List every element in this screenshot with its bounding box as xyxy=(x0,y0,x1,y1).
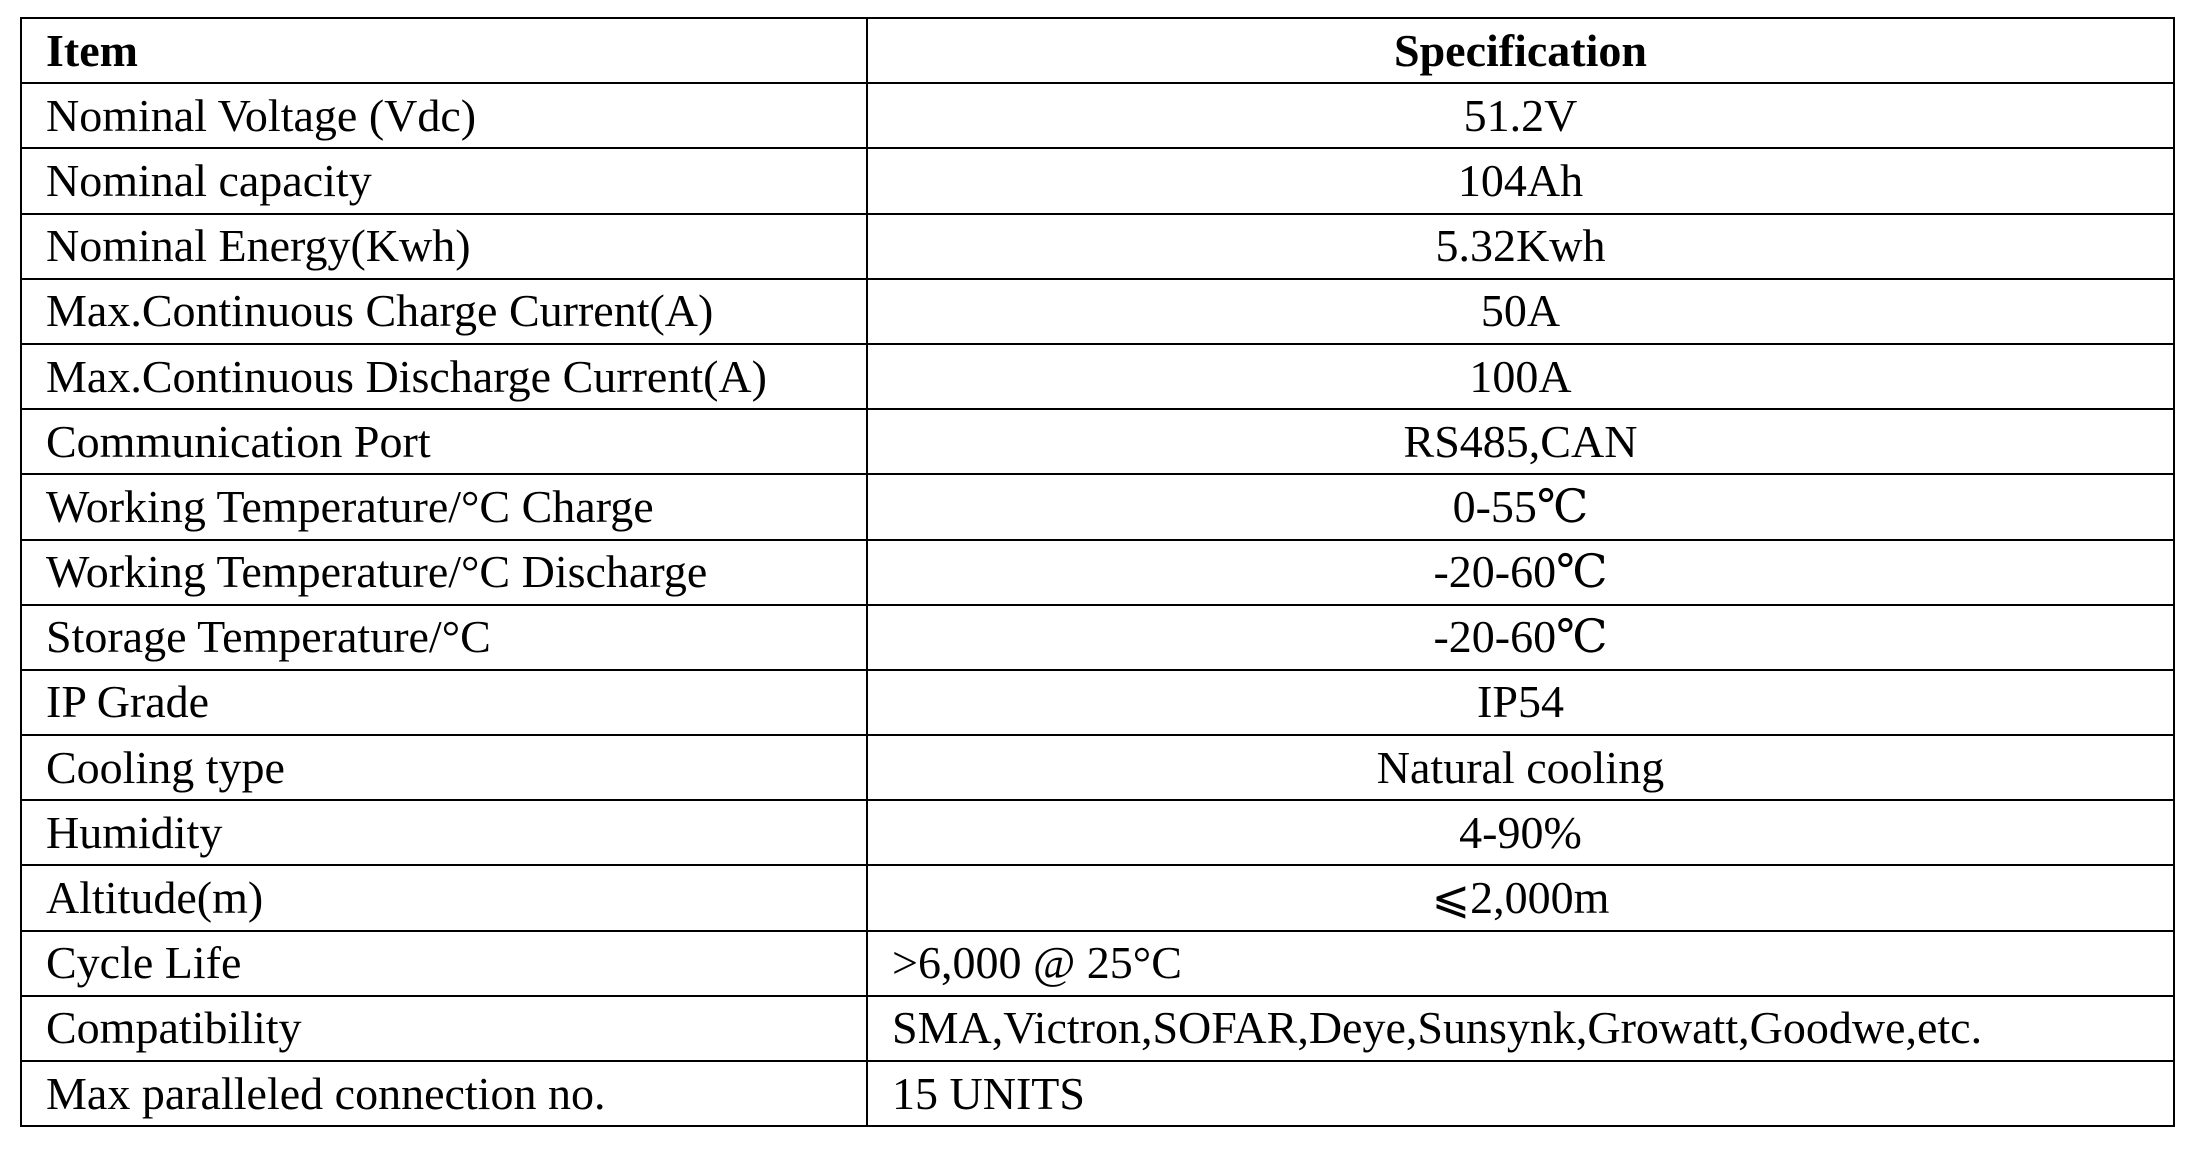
item-cell: Max.Continuous Discharge Current(A) xyxy=(21,344,867,409)
header-specification: Specification xyxy=(867,18,2174,83)
item-cell: Cooling type xyxy=(21,735,867,800)
specification-cell: 15 UNITS xyxy=(867,1061,2174,1126)
item-cell: Nominal Energy(Kwh) xyxy=(21,214,867,279)
table-body xyxy=(21,83,2174,1126)
table-row xyxy=(21,605,2174,670)
specification-cell: 50A xyxy=(867,279,2174,344)
specification-cell: 104Ah xyxy=(867,148,2174,213)
specification-cell: RS485,CAN xyxy=(867,409,2174,474)
table-row xyxy=(21,279,2174,344)
specification-cell: SMA,Victron,SOFAR,Deye,Sunsynk,Growatt,Goodwe,etc. xyxy=(867,996,2174,1061)
specification-cell: IP54 xyxy=(867,670,2174,735)
table-row xyxy=(21,214,2174,279)
item-cell: Compatibility xyxy=(21,996,867,1061)
table-row xyxy=(21,148,2174,213)
item-cell: Communication Port xyxy=(21,409,867,474)
item-cell: Max.Continuous Charge Current(A) xyxy=(21,279,867,344)
specification-cell: 5.32Kwh xyxy=(867,214,2174,279)
item-cell: IP Grade xyxy=(21,670,867,735)
table-row xyxy=(21,931,2174,996)
specification-cell: 0-55℃ xyxy=(867,474,2174,539)
specification-cell: 100A xyxy=(867,344,2174,409)
item-cell: Nominal Voltage (Vdc) xyxy=(21,83,867,148)
table-row xyxy=(21,474,2174,539)
specification-cell: Natural cooling xyxy=(867,735,2174,800)
table-row xyxy=(21,344,2174,409)
table-row xyxy=(21,735,2174,800)
table-row xyxy=(21,409,2174,474)
spec-table xyxy=(20,17,2175,1127)
specification-cell: 4-90% xyxy=(867,800,2174,865)
table-row xyxy=(21,800,2174,865)
table-row xyxy=(21,1061,2174,1126)
table-row xyxy=(21,83,2174,148)
item-cell: Max paralleled connection no. xyxy=(21,1061,867,1126)
specification-cell: -20-60℃ xyxy=(867,605,2174,670)
table-row xyxy=(21,670,2174,735)
table-row xyxy=(21,996,2174,1061)
item-cell: Working Temperature/°C Charge xyxy=(21,474,867,539)
item-cell: Altitude(m) xyxy=(21,865,867,930)
table-row xyxy=(21,865,2174,930)
item-cell: Storage Temperature/°C xyxy=(21,605,867,670)
specification-cell: >6,000 @ 25°C xyxy=(867,931,2174,996)
item-cell: Cycle Life xyxy=(21,931,867,996)
header-item: Item xyxy=(21,18,867,83)
item-cell: Working Temperature/°C Discharge xyxy=(21,540,867,605)
item-cell: Nominal capacity xyxy=(21,148,867,213)
table-row xyxy=(21,540,2174,605)
specification-cell: 51.2V xyxy=(867,83,2174,148)
specification-cell: ⩽2,000m xyxy=(867,865,2174,930)
specification-cell: -20-60℃ xyxy=(867,540,2174,605)
table-header-row xyxy=(21,18,2174,83)
item-cell: Humidity xyxy=(21,800,867,865)
